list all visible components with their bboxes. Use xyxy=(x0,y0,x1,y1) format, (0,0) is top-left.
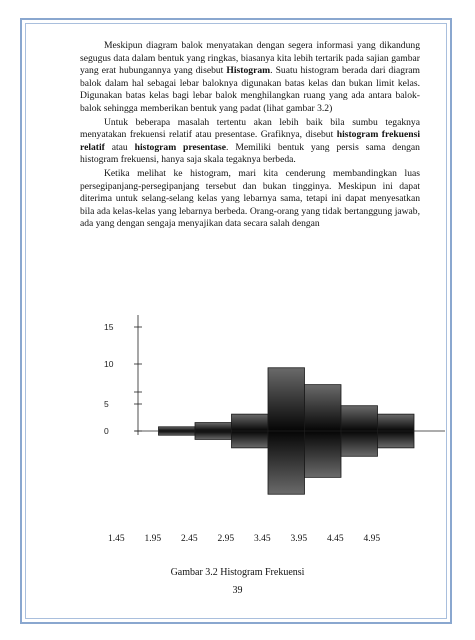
text-run: Ketika melihat ke histogram, mari kita cenderung membandingkan luas persegipanjang-persegipanjang tersebut dan bukan tingginya. Meskipun ini dapat diterima untuk selang-selang kelas yang lebarnya sama, tetapi ini dapat menyesatkan bila ada kelas-kelas yang lebarnya berbeda. Orang-orang yang tidak bertanggung jawab, ada yang dengan sengaja menyajikan data secara salah dengan xyxy=(80,167,420,230)
bold-term: Histogram xyxy=(226,65,271,77)
text-run: Untuk beberapa masalah tertentu akan lebih baik bila sumbu tegaknya menyatakan frekuensi relatif atau presentase. Grafiknya, disebut xyxy=(80,116,420,141)
paragraph xyxy=(80,40,420,116)
text-run: atau xyxy=(104,141,135,153)
x-tick-label: 4.45 xyxy=(327,534,344,544)
figure-caption: Gambar 3.2 Histogram Frekuensi xyxy=(170,567,305,578)
body-text xyxy=(80,40,420,232)
x-tick-label: 4.95 xyxy=(363,534,381,544)
y-tick-label: 10 xyxy=(104,359,114,369)
text-run: . Memiliki bentuk yang persis sama dengan histogram frekuensi, hanya saja skala tegaknya berbeda. xyxy=(80,141,420,166)
text-run: Meskipun diagram balok menyatakan dengan segera informasi yang dikandung segugus data dalam bentuk yang ringkas, biasanya kita lebih tertarik pada sajian gambar yang erat hubungannya yang disebut xyxy=(80,40,420,77)
x-tick-label: 1.95 xyxy=(144,534,162,544)
text-run: . Suatu histogram berada dari diagram balok dalam hal sebagai lebar baloknya digunakan batas kelas dan bukan limit kelas. Digunakan batas kelas bagi lebar balok menghilangkan ruang yang ada antara balok-balok sehingga memberikan bentuk yang padat (lihat gambar 3.2) xyxy=(80,65,420,114)
x-tick-label: 1.45 xyxy=(108,534,125,544)
x-tick-label: 3.95 xyxy=(290,534,308,544)
histogram-chart xyxy=(80,300,450,560)
page-number: 39 xyxy=(232,585,243,596)
x-tick-label: 2.95 xyxy=(217,534,235,544)
paragraph xyxy=(80,168,420,231)
y-tick-label: 0 xyxy=(104,426,109,436)
bold-term: histogram frekuensi relatif xyxy=(80,129,420,153)
x-tick-label: 3.45 xyxy=(254,534,271,544)
paragraph xyxy=(80,117,420,167)
y-tick-label: 5 xyxy=(104,399,109,409)
x-tick-label: 2.45 xyxy=(181,534,198,544)
bold-term: histogram presentase xyxy=(134,141,227,153)
y-tick-label: 15 xyxy=(104,322,114,332)
